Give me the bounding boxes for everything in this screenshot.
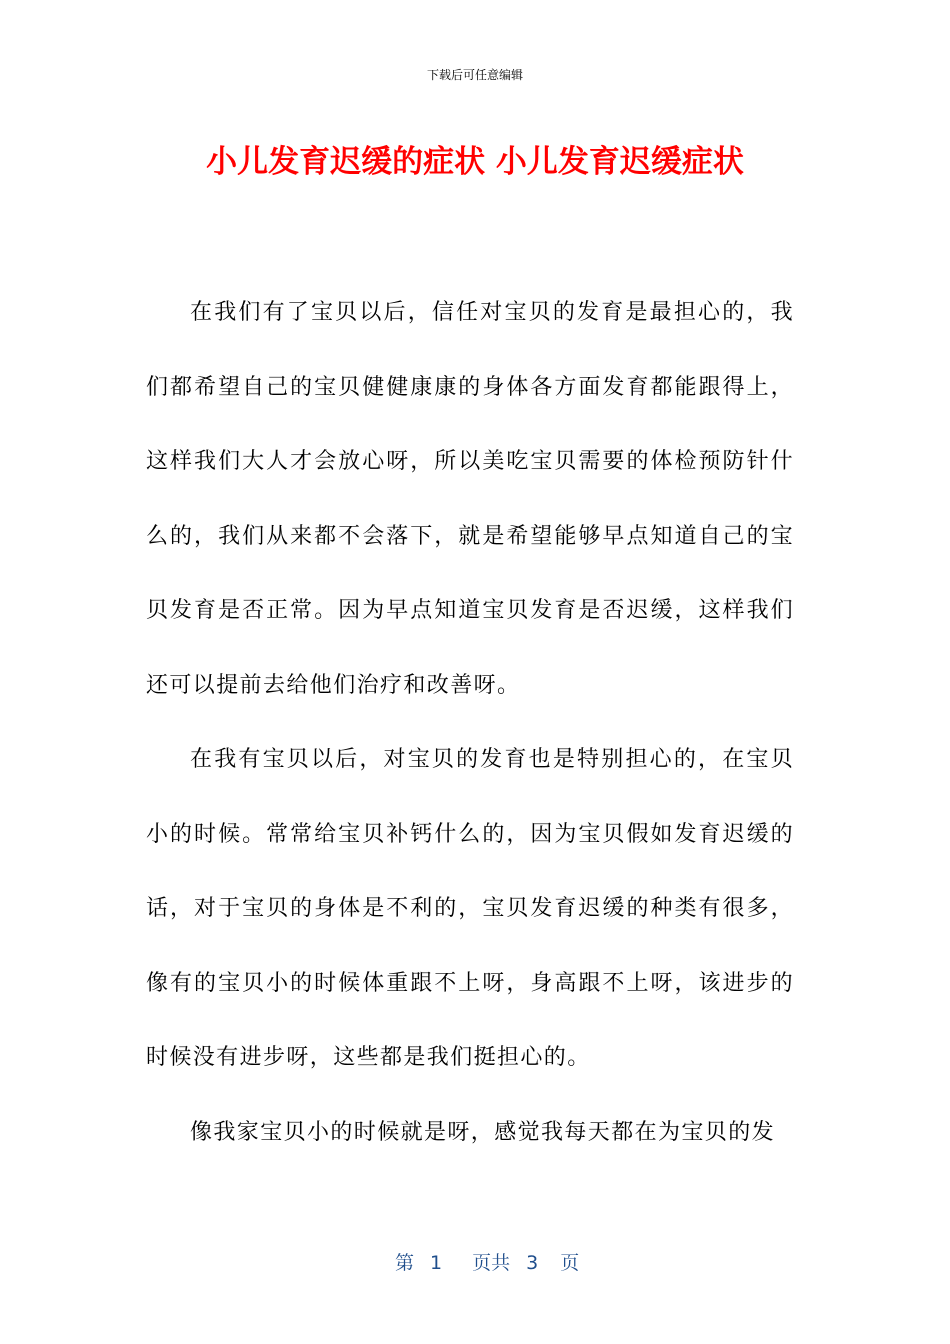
- document-body: [146, 276, 794, 1170]
- footer-total-pages: 3: [526, 1252, 539, 1274]
- footer-current-page: 1: [429, 1252, 443, 1274]
- paragraph-2: 在我有宝贝以后，对宝贝的发育也是特别担心的，在宝贝小的时候。常常给宝贝补钙什么的，因为宝贝假如发育迟缓的话，对于宝贝的身体是不利的，宝贝发育迟缓的种类有很多，像有的宝贝小的时候体重跟不上呀，身高跟不上呀，该进步的时候没有进步呀，这些都是我们挺担心的。: [146, 747, 794, 1070]
- footer-suffix: 页: [560, 1252, 580, 1274]
- document-title: 小儿发育迟缓的症状 小儿发育迟缓症状: [206, 144, 744, 180]
- page-footer: [0, 1226, 950, 1297]
- header-note: 下载后可任意编辑: [426, 68, 523, 82]
- footer-middle: 页共: [472, 1252, 511, 1274]
- paragraph-1: 在我们有了宝贝以后，信任对宝贝的发育是最担心的，我们都希望自己的宝贝健健康康的身体各方面发育都能跟得上，这样我们大人才会放心呀，所以美吃宝贝需要的体检预防针什么的，我们从来都不会落下，就是希望能够早点知道自己的宝贝发育是否正常。因为早点知道宝贝发育是否迟缓，这样我们还可以提前去给他们治疗和改善呀。: [146, 300, 794, 698]
- paragraph-3: 像我家宝贝小的时候就是呀，感觉我每天都在为宝贝的发: [190, 1119, 776, 1145]
- footer-prefix: 第: [394, 1252, 414, 1274]
